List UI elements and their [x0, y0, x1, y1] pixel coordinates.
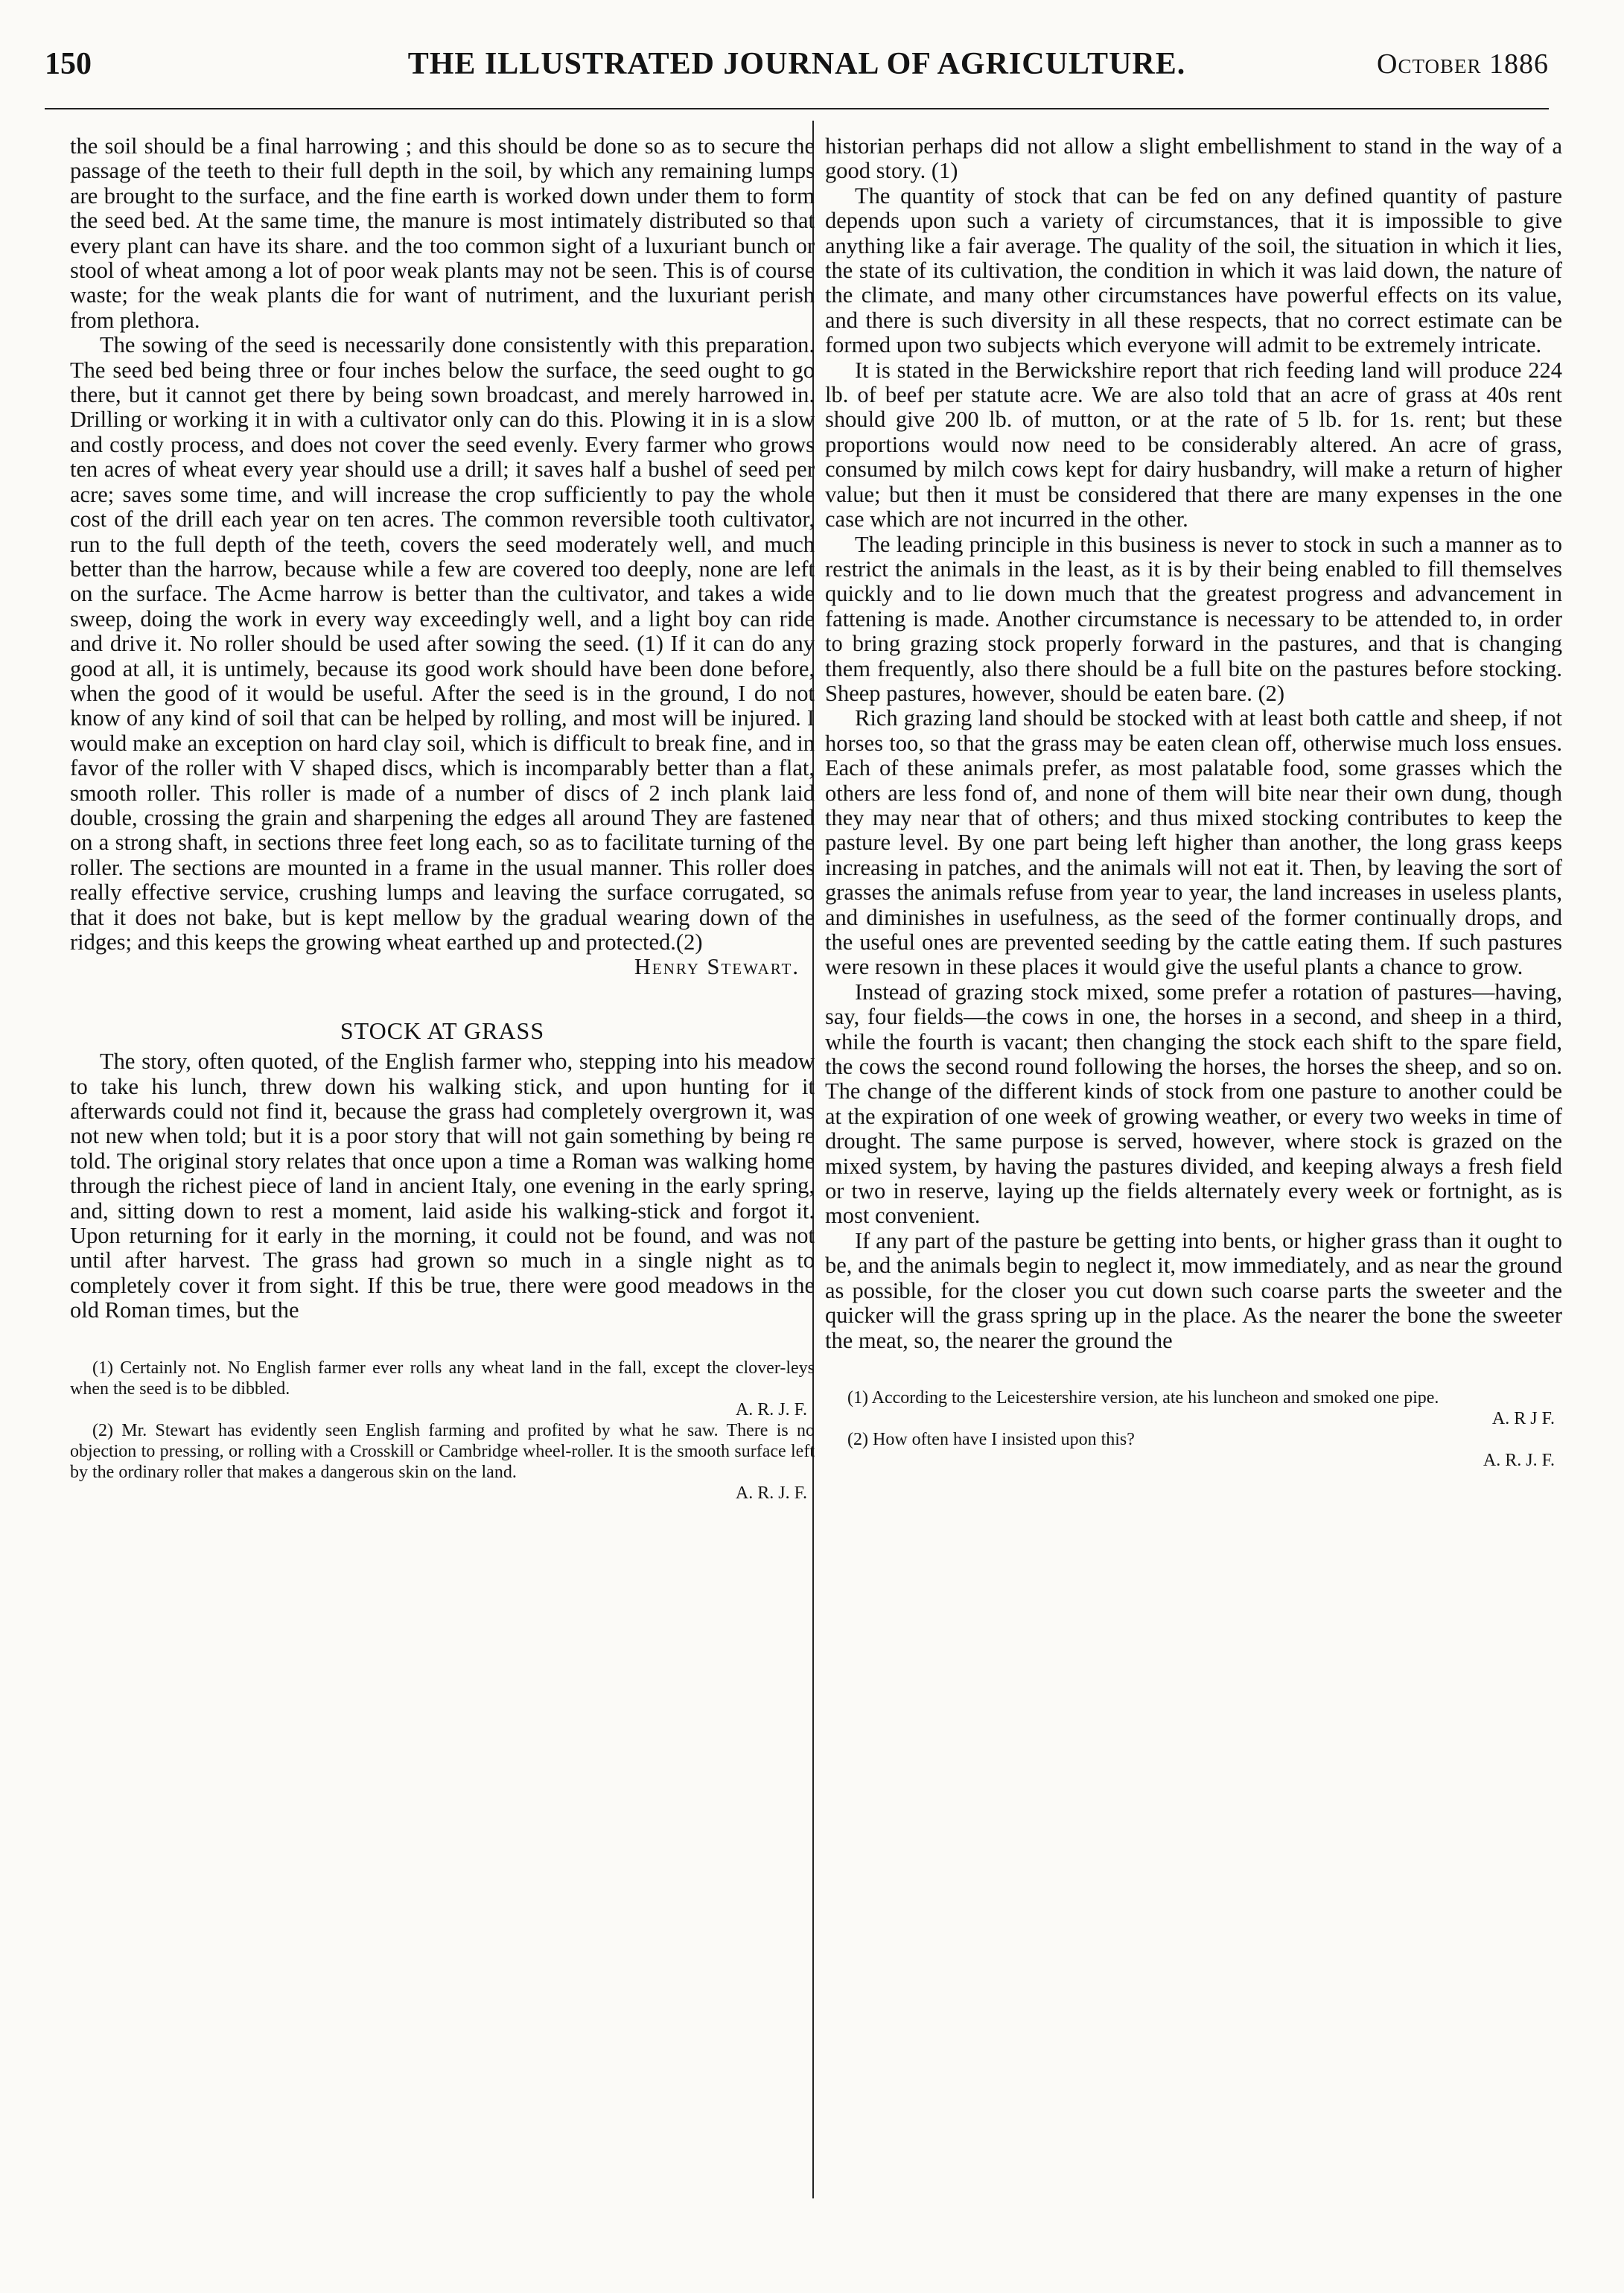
issue-date: October 1886	[1377, 48, 1549, 80]
paragraph: The sowing of the seed is necessarily done consistently with this preparation. The seed bed being three or four inches below the surface, the seed ought to go there, but it cannot get there by being sown broadcast, and merely harrowed in. Drilling or working it in with a cultivator only can do this. Plowing it in is a slow and costly process, and does not cover the seed evenly. Every farmer who grows ten acres of wheat every year should use a drill; it saves half a bushel of seed per acre; saves some time, and will increase the crop sufficiently to pay the whole cost of the drill each year on ten acres. The common reversible tooth cultivator, run to the full depth of the teeth, covers the seed moderately well, and much better than the harrow, because while a few are covered too deeply, none are left on the surface. The Acme harrow is better than the cultivator, and takes a wide sweep, doing the work in every way exceedingly well, and a light boy can ride and drive it. No roller should be used after sowing the seed. (1) If it can do any good at all, it is untimely, because its good work should have been done before, when the good of it would be useful. After the seed is in the ground, I do not know of any kind of soil that can be helped by rolling, and most will be injured. I would make an exception on hard clay soil, which is difficult to break fine, and in favor of the roller with V shaped discs, which is incomparably better than a flat, smooth roller. This roller is made of a number of discs of 2 inch plank laid double, crossing the grain and sharpening the edges all around They are fastened on a strong shaft, in sections three feet long each, so as to facilitate turning of the roller. The sections are mounted in a frame in the usual manner. This roller does really effective service, crushing lumps and leaving the surface corrugated, so that it does not bake, but is kept mellow by the gradual wearing down of the ridges; and this keeps the growing wheat earthed up and protected.(2)	[70, 332, 815, 955]
page-number: 150	[45, 47, 92, 81]
paragraph: The quantity of stock that can be fed on any defined quantity of pasture depends upon such a variety of circumstances, that it is impossible to give anything like a fair average. The quality of the soil, the situation in which it lies, the state of its cultivation, the condition in which it was laid down, the nature of the climate, and many other circumstances have powerful effects on its value, and there is such diversity in all these respects, that no correct estimate can be formed upon two subjects which everyone will admit to be extremely intricate.	[825, 182, 1562, 358]
page-header	[45, 46, 1549, 83]
paragraph: If any part of the pasture be getting into bents, or higher grass than it ought to be, and the animals begin to neglect it, mow immediately, and as near the ground as possible, for the closer you cut down such coarse parts the sweeter and the quicker will the grass spring up in the place. As the nearer the bone the sweeter the meat, so, the nearer the ground the	[825, 1227, 1562, 1353]
footnote-signature: A. R. J. F.	[735, 1399, 807, 1419]
footnote: (1) Certainly not. No English farmer ever rolls any wheat land in the fall, except the clover-leys when the seed is to be dibbled.	[70, 1358, 815, 1399]
paragraph: historian perhaps did not allow a slight embellishment to stand in the way of a good story. (1)	[825, 133, 1562, 184]
paragraph: Instead of grazing stock mixed, some prefer a rotation of pastures—having, say, four fields—the cows in one, the horses in a second, and sheep in a third, while the fourth is vacant; then changing the stock each shift to the spare field, the cows the second round following the horses, the horses the sheep, and so on. The change of the different kinds of stock from one pasture to another could be at the expiration of one week of growing weather, or every two weeks in time of drought. The same purpose is served, however, where stock is grazed on the mixed system, by having the pastures divided, and keeping always a fresh field or two in reserve, laying up the fields alternately every week or fortnight, as is most convenient.	[825, 979, 1562, 1229]
header-rule	[45, 108, 1549, 109]
footnote: (2) How often have I insisted upon this?	[847, 1429, 1135, 1449]
footnote-signature: A. R. J. F.	[735, 1483, 807, 1503]
paragraph: Rich grazing land should be stocked with at least both cattle and sheep, if not horses too, so that the grass may be eaten clean off, otherwise much loss ensues. Each of these animals prefer, as most palatable food, some grasses which the others are less fond of, and none of them will bite near their own dung, though they may near that of others; and thus mixed stocking contributes to keep the pasture level. By one part being left higher than another, the long grass keeps increasing in patches, and the animals will not eat it. Then, by leaving the sort of grasses the animals refuse from year to year, the land increases in useless plants, and diminishes in usefulness, as the seed of the former continually drops, and the useful ones are prevented seeding by the cattle eating them. If such pastures were resown in these places it would give the useful plants a chance to grow.	[825, 705, 1562, 980]
footnote-signature: A. R. J. F.	[1483, 1450, 1555, 1470]
paragraph: The story, often quoted, of the English farmer who, stepping into his meadow to take his lunch, threw down his walking stick, and upon hunting for it afterwards could not find it, because the grass had completely overgrown it, was not new when told; but it is a poor story that will not gain something by being re told. The original story relates that once upon a time a Roman was walking home through the richest piece of land in ancient Italy, one evening in the early spring, and, sitting down to rest a moment, laid aside his walking-stick and forgot it. Upon returning for it early in the morning, it could not be found, and was not until after harvest. The grass had grown so much in a single night as to completely cover it from sight. If this be true, there were good meadows in the old Roman times, but the	[70, 1049, 815, 1323]
paragraph: the soil should be a final harrowing ; and this should be done so as to secure the passage of the teeth to their full depth in the soil, by which any remaining lumps are brought to the surface, and the fine earth is worked down under them to form the seed bed. At the same time, the manure is most intimately distributed so that every plant can have its share. and the too common sight of a luxuriant bunch or stool of wheat among a lot of poor weak plants may not be seen. This is of course waste; for the weak plants die for want of nutriment, and the luxuriant perish from plethora.	[70, 133, 815, 333]
footnote: (2) Mr. Stewart has evidently seen English farming and profited by what he saw. There is no objection to pressing, or rolling with a Crosskill or Cambridge wheel-roller. It is the smooth surface left by the ordinary roller that makes a dangerous skin on the land.	[70, 1420, 815, 1482]
footnotes	[70, 1358, 815, 1504]
right-column	[825, 134, 1562, 1471]
article-heading: STOCK AT GRASS	[340, 1017, 545, 1044]
paragraph: The leading principle in this business is never to stock in such a manner as to restrict the animals in the least, as it is by their being enabled to fill themselves quickly and to lie down much that the greatest progress and advancement in fattening is made. Another circumstance is necessary to be attended to, in order to bring grazing stock properly forward in the pastures, and that is changing them frequently, also there should be a full bite on the pastures before stocking. Sheep pastures, however, should be eaten bare. (2)	[825, 531, 1562, 706]
left-column	[70, 134, 815, 1504]
author-signature: Henry Stewart.	[634, 954, 800, 980]
paragraph: It is stated in the Berwickshire report that rich feeding land will produce 224 lb. of beef per statute acre. We are also told that an acre of grass at 40s rent should give 200 lb. of mutton, or at the rate of 5 lb. for 1s. rent; but these proportions would now need to be considerably altered. An acre of grass, consumed by milch cows kept for dairy husbandry, will make a return of higher value; but then it must be considered that there are many expenses in the one case which are not incurred in the other.	[825, 357, 1562, 532]
footnote-signature: A. R J F.	[1491, 1408, 1555, 1428]
footnotes	[825, 1387, 1562, 1471]
footnote: (1) According to the Leicestershire version, ate his luncheon and smoked one pipe.	[847, 1387, 1439, 1408]
journal-title: THE ILLUSTRATED JOURNAL OF AGRICULTURE.	[407, 47, 1186, 81]
